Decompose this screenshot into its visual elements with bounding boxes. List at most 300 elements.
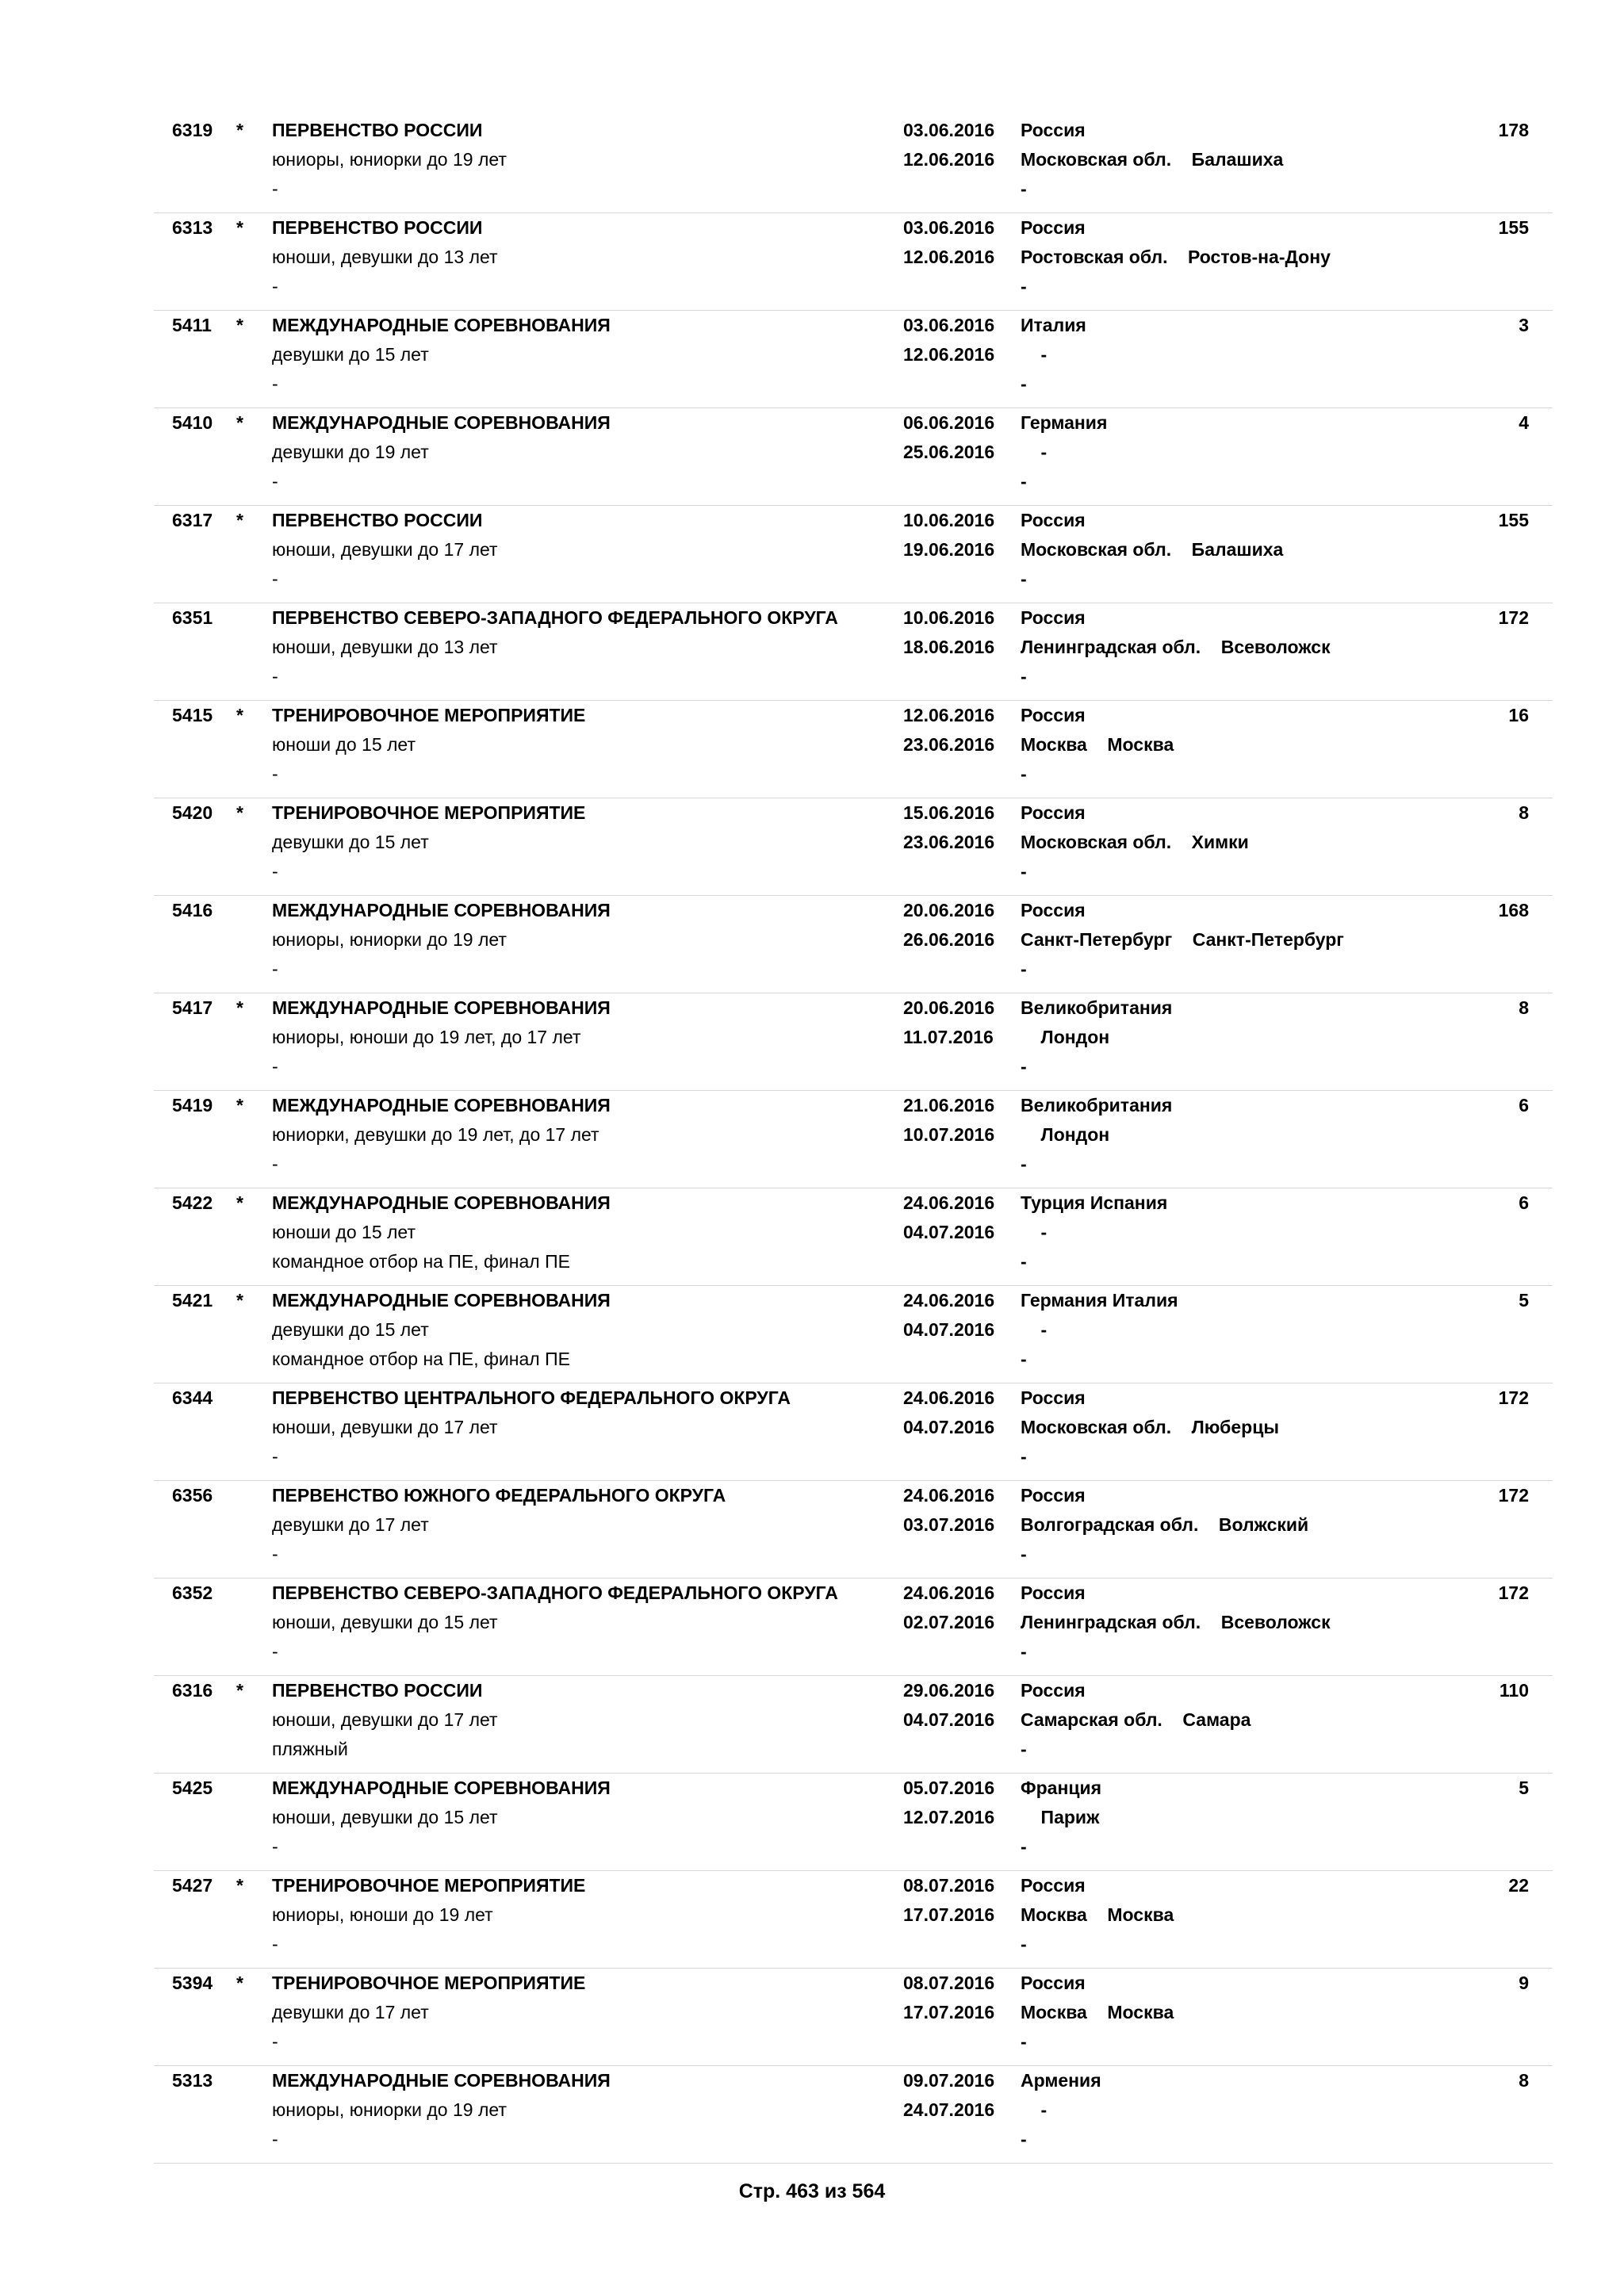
- event-id: 5420: [172, 802, 213, 823]
- event-end-date: 04.07.2016: [903, 1417, 995, 1437]
- event-star-mark: *: [236, 1875, 243, 1896]
- event-id: 6344: [172, 1387, 213, 1408]
- event-row: [154, 213, 1553, 311]
- event-row: [154, 408, 1553, 506]
- event-location: -: [1021, 344, 1048, 365]
- event-participants: 172: [1498, 1582, 1529, 1603]
- event-place: [1021, 2066, 1465, 2154]
- event-id: 5415: [172, 705, 213, 725]
- event-country: Армения: [1021, 2070, 1101, 2091]
- event-place: [1021, 1091, 1465, 1179]
- event-category: юниоры, юниорки до 19 лет: [272, 2099, 507, 2120]
- event-extra: -: [1021, 1836, 1027, 1857]
- event-place: [1021, 603, 1465, 691]
- event-note: -: [272, 1154, 278, 1174]
- event-title: ТРЕНИРОВОЧНОЕ МЕРОПРИЯТИЕ: [272, 1875, 586, 1896]
- event-participants: 172: [1498, 607, 1529, 628]
- event-dates: [903, 603, 1014, 662]
- event-info: [272, 993, 1009, 1081]
- event-start-date: 10.06.2016: [903, 510, 995, 530]
- event-place: [1021, 311, 1465, 399]
- event-title: ПЕРВЕНСТВО ЮЖНОГО ФЕДЕРАЛЬНОГО ОКРУГА: [272, 1485, 726, 1506]
- event-end-date: 25.06.2016: [903, 442, 995, 462]
- event-id: 5416: [172, 900, 213, 920]
- event-note: -: [272, 1056, 278, 1077]
- event-dates: [903, 1871, 1014, 1930]
- event-info: [272, 798, 1009, 886]
- event-title: МЕЖДУНАРОДНЫЕ СОРЕВНОВАНИЯ: [272, 997, 611, 1018]
- event-id: 6351: [172, 607, 213, 628]
- event-location: Санкт-Петербург Санкт-Петербург: [1021, 929, 1344, 950]
- event-participants: 110: [1499, 1680, 1529, 1701]
- event-category: юниоры, юниорки до 19 лет: [272, 929, 507, 950]
- event-info: [272, 1481, 1009, 1569]
- event-dates: [903, 701, 1014, 760]
- event-participants: 6: [1519, 1095, 1529, 1115]
- event-dates: [903, 408, 1014, 467]
- event-info: [272, 701, 1009, 789]
- event-note: -: [272, 861, 278, 882]
- event-row: [154, 1969, 1553, 2066]
- event-start-date: 20.06.2016: [903, 997, 995, 1018]
- event-category: девушки до 19 лет: [272, 442, 429, 462]
- event-row: [154, 311, 1553, 408]
- event-dates: [903, 2066, 1014, 2125]
- event-dates: [903, 1481, 1014, 1540]
- event-place: [1021, 1286, 1465, 1374]
- event-dates: [903, 1578, 1014, 1637]
- event-category: юниоры, юноши до 19 лет: [272, 1904, 493, 1925]
- event-category: девушки до 15 лет: [272, 344, 429, 365]
- event-title: МЕЖДУНАРОДНЫЕ СОРЕВНОВАНИЯ: [272, 1777, 611, 1798]
- event-info: [272, 116, 1009, 204]
- event-country: Россия: [1021, 1680, 1086, 1701]
- event-dates: [903, 1383, 1014, 1442]
- event-participants: 172: [1498, 1485, 1529, 1506]
- event-row: [154, 2066, 1553, 2164]
- event-note: -: [272, 178, 278, 199]
- event-end-date: 04.07.2016: [903, 1222, 995, 1242]
- event-place: [1021, 1578, 1465, 1667]
- event-row: [154, 116, 1553, 213]
- event-end-date: 12.06.2016: [903, 344, 995, 365]
- event-location: -: [1021, 442, 1048, 462]
- event-category: девушки до 17 лет: [272, 2002, 429, 2022]
- event-id: 6317: [172, 510, 213, 530]
- event-info: [272, 896, 1009, 984]
- event-start-date: 24.06.2016: [903, 1290, 995, 1311]
- event-id: 5394: [172, 1973, 213, 1993]
- event-country: Франция: [1021, 1777, 1102, 1798]
- event-info: [272, 1871, 1009, 1959]
- event-dates: [903, 1969, 1014, 2027]
- event-extra: -: [1021, 1641, 1027, 1662]
- event-location: Московская обл. Балашиха: [1021, 149, 1284, 170]
- event-country: Турция Испания: [1021, 1192, 1168, 1213]
- event-extra: -: [1021, 178, 1027, 199]
- event-id: 5425: [172, 1777, 213, 1798]
- event-title: ТРЕНИРОВОЧНОЕ МЕРОПРИЯТИЕ: [272, 802, 586, 823]
- event-participants: 155: [1498, 217, 1529, 238]
- event-info: [272, 1286, 1009, 1374]
- event-title: МЕЖДУНАРОДНЫЕ СОРЕВНОВАНИЯ: [272, 1290, 611, 1311]
- event-category: юноши, девушки до 15 лет: [272, 1612, 498, 1632]
- event-info: [272, 2066, 1009, 2154]
- event-country: Россия: [1021, 1387, 1086, 1408]
- event-category: юноши, девушки до 15 лет: [272, 1807, 498, 1827]
- event-start-date: 03.06.2016: [903, 217, 995, 238]
- event-location: Лондон: [1021, 1027, 1110, 1047]
- event-category: юноши, девушки до 17 лет: [272, 1709, 498, 1730]
- event-country: Германия: [1021, 412, 1108, 433]
- event-title: ПЕРВЕНСТВО РОССИИ: [272, 217, 483, 238]
- event-end-date: 02.07.2016: [903, 1612, 995, 1632]
- event-extra: -: [1021, 959, 1027, 979]
- event-info: [272, 213, 1009, 301]
- event-star-mark: *: [236, 120, 243, 140]
- event-category: юноши, девушки до 13 лет: [272, 247, 498, 267]
- page-number: Стр. 463 из 564: [738, 2180, 886, 2202]
- event-id: 5417: [172, 997, 213, 1018]
- event-location: Волгоградская обл. Волжский: [1021, 1514, 1309, 1535]
- event-star-mark: *: [236, 510, 243, 530]
- event-dates: [903, 896, 1014, 955]
- event-place: [1021, 1481, 1465, 1569]
- event-extra: -: [1021, 1739, 1027, 1759]
- event-participants: 5: [1519, 1777, 1529, 1798]
- event-location: Самарская обл. Самара: [1021, 1709, 1251, 1730]
- event-row: [154, 993, 1553, 1091]
- event-country: Россия: [1021, 1973, 1086, 1993]
- event-end-date: 23.06.2016: [903, 734, 995, 755]
- event-category: юноши до 15 лет: [272, 734, 416, 755]
- event-participants: 22: [1508, 1875, 1529, 1896]
- event-category: юниоры, юноши до 19 лет, до 17 лет: [272, 1027, 581, 1047]
- event-country: Италия: [1021, 315, 1086, 335]
- event-id: 5411: [172, 315, 212, 335]
- event-info: [272, 506, 1009, 594]
- event-country: Россия: [1021, 120, 1086, 140]
- event-participants: 5: [1519, 1290, 1529, 1311]
- event-category: девушки до 15 лет: [272, 832, 429, 852]
- event-start-date: 10.06.2016: [903, 607, 995, 628]
- event-row: [154, 603, 1553, 701]
- event-start-date: 21.06.2016: [903, 1095, 995, 1115]
- event-location: Ленинградская обл. Всеволожск: [1021, 1612, 1331, 1632]
- event-end-date: 19.06.2016: [903, 539, 995, 560]
- event-note: -: [272, 959, 278, 979]
- event-end-date: 24.07.2016: [903, 2099, 995, 2120]
- event-place: [1021, 408, 1465, 496]
- event-location: -: [1021, 1222, 1048, 1242]
- event-title: МЕЖДУНАРОДНЫЕ СОРЕВНОВАНИЯ: [272, 412, 611, 433]
- event-extra: -: [1021, 1056, 1027, 1077]
- event-category: юноши до 15 лет: [272, 1222, 416, 1242]
- event-participants: 16: [1508, 705, 1529, 725]
- event-start-date: 24.06.2016: [903, 1485, 995, 1506]
- event-end-date: 12.07.2016: [903, 1807, 995, 1827]
- event-location: Лондон: [1021, 1124, 1110, 1145]
- event-id: 5421: [172, 1290, 213, 1311]
- event-country: Россия: [1021, 802, 1086, 823]
- event-start-date: 08.07.2016: [903, 1973, 995, 1993]
- event-category: юноши, девушки до 17 лет: [272, 1417, 498, 1437]
- event-note: пляжный: [272, 1739, 348, 1759]
- event-info: [272, 1383, 1009, 1471]
- event-star-mark: *: [236, 1192, 243, 1213]
- event-title: МЕЖДУНАРОДНЫЕ СОРЕВНОВАНИЯ: [272, 1095, 611, 1115]
- event-title: МЕЖДУНАРОДНЫЕ СОРЕВНОВАНИЯ: [272, 2070, 611, 2091]
- event-dates: [903, 1676, 1014, 1735]
- event-title: МЕЖДУНАРОДНЫЕ СОРЕВНОВАНИЯ: [272, 315, 611, 335]
- event-title: ПЕРВЕНСТВО ЦЕНТРАЛЬНОГО ФЕДЕРАЛЬНОГО ОКРУГА: [272, 1387, 791, 1408]
- event-location: -: [1021, 1319, 1048, 1340]
- event-note: -: [272, 373, 278, 394]
- event-category: юниоры, юниорки до 19 лет: [272, 149, 507, 170]
- event-note: -: [272, 1934, 278, 1954]
- event-row: [154, 506, 1553, 603]
- event-info: [272, 1091, 1009, 1179]
- event-place: [1021, 1188, 1465, 1276]
- event-dates: [903, 1188, 1014, 1247]
- event-dates: [903, 1286, 1014, 1345]
- event-country: Россия: [1021, 217, 1086, 238]
- event-title: ПЕРВЕНСТВО РОССИИ: [272, 1680, 483, 1701]
- event-note: командное отбор на ПЕ, финал ПЕ: [272, 1251, 570, 1272]
- event-start-date: 15.06.2016: [903, 802, 995, 823]
- event-participants: 6: [1519, 1192, 1529, 1213]
- event-place: [1021, 506, 1465, 594]
- event-title: ПЕРВЕНСТВО СЕВЕРО-ЗАПАДНОГО ФЕДЕРАЛЬНОГО ОКРУГА: [272, 607, 838, 628]
- event-id: 5313: [172, 2070, 213, 2091]
- event-participants: 8: [1519, 2070, 1529, 2091]
- event-location: Московская обл. Балашиха: [1021, 539, 1284, 560]
- event-category: юноши, девушки до 17 лет: [272, 539, 498, 560]
- event-place: [1021, 1969, 1465, 2057]
- event-note: -: [272, 471, 278, 492]
- event-star-mark: *: [236, 1095, 243, 1115]
- event-end-date: 12.06.2016: [903, 149, 995, 170]
- event-dates: [903, 311, 1014, 369]
- event-info: [272, 311, 1009, 399]
- event-place: [1021, 896, 1465, 984]
- event-start-date: 29.06.2016: [903, 1680, 995, 1701]
- event-extra: -: [1021, 373, 1027, 394]
- event-country: Россия: [1021, 1582, 1086, 1603]
- event-participants: 3: [1519, 315, 1529, 335]
- event-start-date: 03.06.2016: [903, 120, 995, 140]
- event-star-mark: *: [236, 217, 243, 238]
- event-extra: -: [1021, 276, 1027, 297]
- event-title: ПЕРВЕНСТВО РОССИИ: [272, 510, 483, 530]
- event-place: [1021, 213, 1465, 301]
- event-place: [1021, 701, 1465, 789]
- event-place: [1021, 1774, 1465, 1862]
- event-row: [154, 1286, 1553, 1383]
- event-title: ТРЕНИРОВОЧНОЕ МЕРОПРИЯТИЕ: [272, 705, 586, 725]
- event-star-mark: *: [236, 705, 243, 725]
- event-row: [154, 1871, 1553, 1969]
- event-end-date: 11.07.2016: [903, 1027, 994, 1047]
- event-title: МЕЖДУНАРОДНЫЕ СОРЕВНОВАНИЯ: [272, 900, 611, 920]
- event-extra: -: [1021, 763, 1027, 784]
- event-location: Московская обл. Люберцы: [1021, 1417, 1279, 1437]
- event-note: -: [272, 276, 278, 297]
- event-row: [154, 1774, 1553, 1871]
- event-row: [154, 1383, 1553, 1481]
- event-country: Россия: [1021, 510, 1086, 530]
- event-note: -: [272, 2129, 278, 2149]
- event-start-date: 09.07.2016: [903, 2070, 995, 2091]
- event-list: [154, 116, 1553, 2164]
- event-title: МЕЖДУНАРОДНЫЕ СОРЕВНОВАНИЯ: [272, 1192, 611, 1213]
- event-row: [154, 1188, 1553, 1286]
- event-extra: -: [1021, 1934, 1027, 1954]
- event-start-date: 24.06.2016: [903, 1387, 995, 1408]
- event-category: юноши, девушки до 13 лет: [272, 637, 498, 657]
- event-place: [1021, 1871, 1465, 1959]
- event-end-date: 10.07.2016: [903, 1124, 995, 1145]
- event-start-date: 08.07.2016: [903, 1875, 995, 1896]
- event-dates: [903, 506, 1014, 564]
- event-note: -: [272, 1641, 278, 1662]
- event-location: Москва Москва: [1021, 734, 1174, 755]
- event-country: Россия: [1021, 1485, 1086, 1506]
- event-country: Россия: [1021, 607, 1086, 628]
- event-star-mark: *: [236, 1680, 243, 1701]
- event-start-date: 24.06.2016: [903, 1582, 995, 1603]
- event-start-date: 12.06.2016: [903, 705, 995, 725]
- event-country: Великобритания: [1021, 997, 1173, 1018]
- event-info: [272, 603, 1009, 691]
- event-participants: 8: [1519, 802, 1529, 823]
- event-participants: 9: [1519, 1973, 1529, 1993]
- event-dates: [903, 993, 1014, 1052]
- event-place: [1021, 116, 1465, 204]
- event-participants: 172: [1498, 1387, 1529, 1408]
- event-id: 5419: [172, 1095, 213, 1115]
- event-place: [1021, 1676, 1465, 1764]
- event-info: [272, 1676, 1009, 1764]
- event-location: Париж: [1021, 1807, 1100, 1827]
- event-end-date: 04.07.2016: [903, 1709, 995, 1730]
- event-info: [272, 1188, 1009, 1276]
- event-extra: -: [1021, 861, 1027, 882]
- event-location: Москва Москва: [1021, 2002, 1174, 2022]
- event-extra: -: [1021, 471, 1027, 492]
- event-category: юниорки, девушки до 19 лет, до 17 лет: [272, 1124, 599, 1145]
- event-dates: [903, 798, 1014, 857]
- event-extra: -: [1021, 568, 1027, 589]
- event-end-date: 26.06.2016: [903, 929, 995, 950]
- event-end-date: 04.07.2016: [903, 1319, 995, 1340]
- event-note: -: [272, 568, 278, 589]
- event-location: Москва Москва: [1021, 1904, 1174, 1925]
- event-place: [1021, 798, 1465, 886]
- event-end-date: 17.07.2016: [903, 1904, 995, 1925]
- event-location: -: [1021, 2099, 1048, 2120]
- event-dates: [903, 1091, 1014, 1150]
- event-dates: [903, 1774, 1014, 1832]
- event-star-mark: *: [236, 997, 243, 1018]
- event-note: -: [272, 763, 278, 784]
- event-dates: [903, 116, 1014, 174]
- event-country: Германия Италия: [1021, 1290, 1178, 1311]
- event-note: -: [272, 1836, 278, 1857]
- event-extra: -: [1021, 1446, 1027, 1467]
- event-location: Московская обл. Химки: [1021, 832, 1249, 852]
- event-country: Россия: [1021, 705, 1086, 725]
- event-extra: -: [1021, 1349, 1027, 1369]
- event-title: ПЕРВЕНСТВО РОССИИ: [272, 120, 483, 140]
- event-row: [154, 1578, 1553, 1676]
- event-end-date: 12.06.2016: [903, 247, 995, 267]
- event-id: 6319: [172, 120, 213, 140]
- event-place: [1021, 1383, 1465, 1471]
- event-star-mark: *: [236, 412, 243, 433]
- event-row: [154, 1091, 1553, 1188]
- event-start-date: 03.06.2016: [903, 315, 995, 335]
- event-category: девушки до 15 лет: [272, 1319, 429, 1340]
- event-title: ПЕРВЕНСТВО СЕВЕРО-ЗАПАДНОГО ФЕДЕРАЛЬНОГО ОКРУГА: [272, 1582, 838, 1603]
- event-row: [154, 798, 1553, 896]
- event-title: ТРЕНИРОВОЧНОЕ МЕРОПРИЯТИЕ: [272, 1973, 586, 1993]
- event-note: -: [272, 666, 278, 687]
- event-end-date: 23.06.2016: [903, 832, 995, 852]
- event-star-mark: *: [236, 315, 243, 335]
- event-note: -: [272, 1446, 278, 1467]
- event-extra: -: [1021, 2129, 1027, 2149]
- event-country: Великобритания: [1021, 1095, 1173, 1115]
- event-id: 5427: [172, 1875, 213, 1896]
- event-id: 5422: [172, 1192, 213, 1213]
- event-star-mark: *: [236, 802, 243, 823]
- event-participants: 178: [1498, 120, 1529, 140]
- event-location: Ростовская обл. Ростов-на-Дону: [1021, 247, 1331, 267]
- event-note: -: [272, 2031, 278, 2052]
- event-location: Ленинградская обл. Всеволожск: [1021, 637, 1331, 657]
- event-extra: -: [1021, 1154, 1027, 1174]
- event-id: 6316: [172, 1680, 213, 1701]
- event-star-mark: *: [236, 1973, 243, 1993]
- event-end-date: 17.07.2016: [903, 2002, 995, 2022]
- event-star-mark: *: [236, 1290, 243, 1311]
- event-info: [272, 1578, 1009, 1667]
- event-dates: [903, 213, 1014, 272]
- event-info: [272, 1774, 1009, 1862]
- event-end-date: 18.06.2016: [903, 637, 995, 657]
- event-extra: -: [1021, 1544, 1027, 1564]
- event-row: [154, 1481, 1553, 1578]
- event-extra: -: [1021, 1251, 1027, 1272]
- event-start-date: 06.06.2016: [903, 412, 995, 433]
- event-start-date: 20.06.2016: [903, 900, 995, 920]
- event-info: [272, 1969, 1009, 2057]
- event-id: 5410: [172, 412, 213, 433]
- event-id: 6352: [172, 1582, 213, 1603]
- event-row: [154, 701, 1553, 798]
- event-id: 6313: [172, 217, 213, 238]
- event-place: [1021, 993, 1465, 1081]
- event-row: [154, 1676, 1553, 1774]
- event-info: [272, 408, 1009, 496]
- event-id: 6356: [172, 1485, 213, 1506]
- event-extra: -: [1021, 666, 1027, 687]
- event-note: -: [272, 1544, 278, 1564]
- event-note: командное отбор на ПЕ, финал ПЕ: [272, 1349, 570, 1369]
- event-participants: 4: [1519, 412, 1529, 433]
- event-start-date: 05.07.2016: [903, 1777, 995, 1798]
